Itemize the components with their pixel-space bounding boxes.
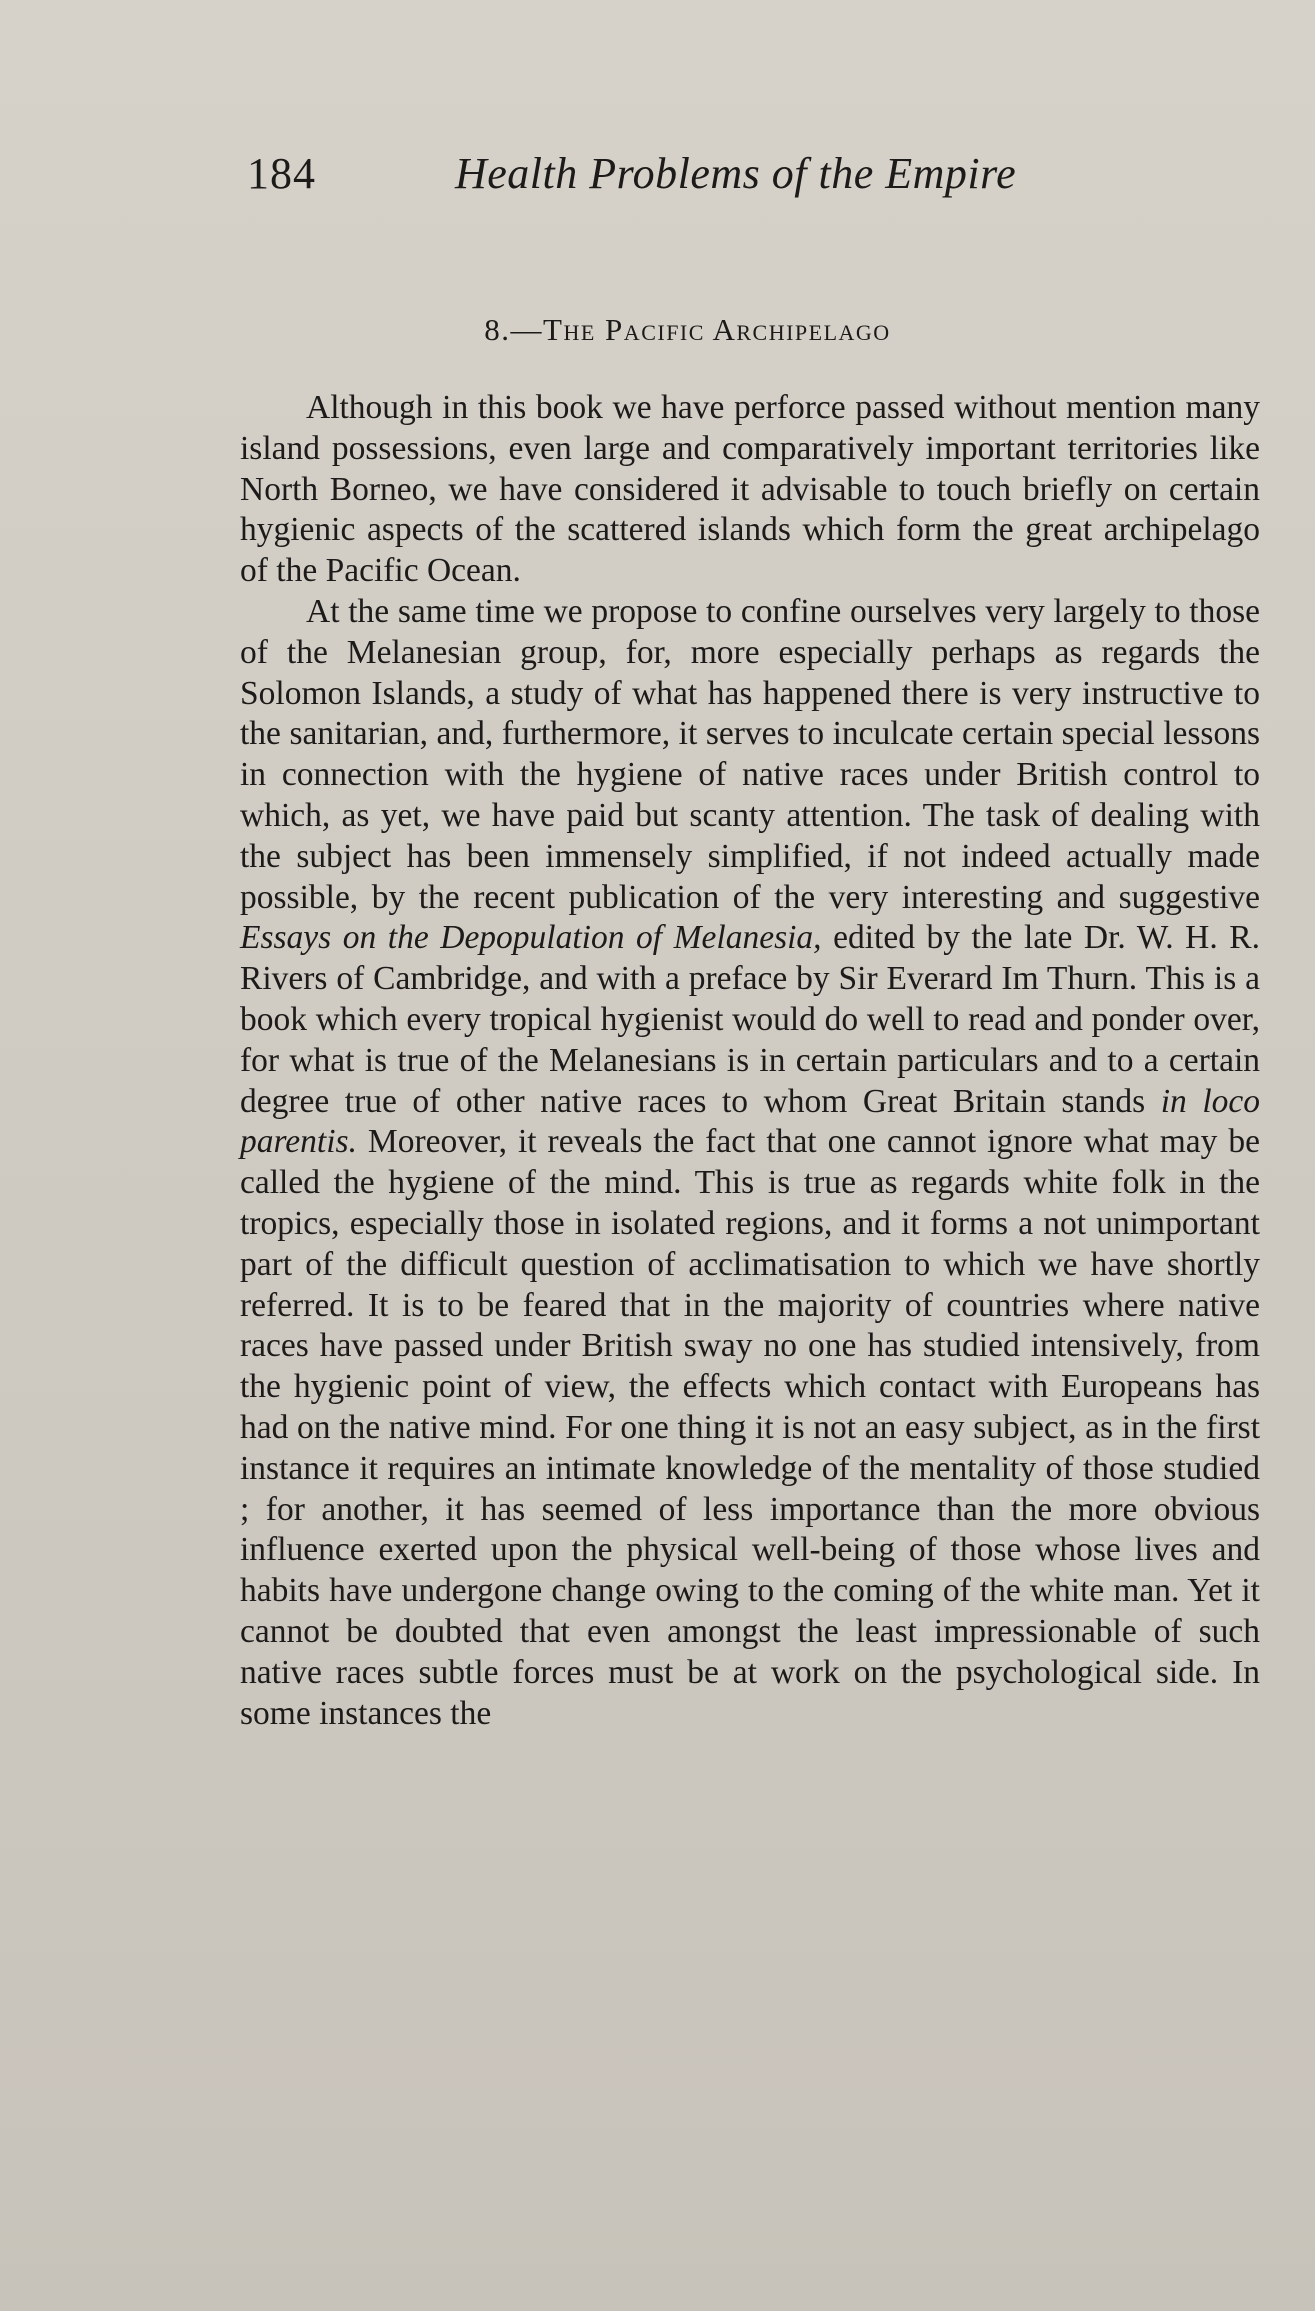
section-heading: 8.—The Pacific Archipelago <box>484 312 891 347</box>
latin-phrase-italic: in loco parentis. <box>240 1082 1260 1161</box>
paragraph-1: Although in this book we have perforce passed without mention many island possessions, even large and comparatively important territories like North Borneo, we have considered it advisable to touch briefly on certain hygienic aspects of the scattered islands which form the great archipelago of the Pacific Ocean. <box>240 389 1260 590</box>
running-head <box>0 148 1315 208</box>
book-title-italic: Essays on the Depopulation of Melanesia, <box>240 919 822 957</box>
paragraph-2-text-c: Moreover, it reveals the fact that one cannot ignore what may be called the hygiene of the mind. This is true as regards white folk in the tropics, especially those in isolated regions, and it forms a not unimportant part of the difficult question of acclimatisation to which we have shortly referred. It is to be feared that in the majority of countries where native races have passed under British sway no one has studied intensively, from the hygienic point of view, the effects which contact with Europeans has had on the native mind. For one thing it is not an easy subject, as in the first instance it requires an intimate knowledge of the mentality of those studied ; for another, it has seemed of less importance than the more obvious influence exerted upon the physical well-being of those whose lives and habits have undergone change owing to the coming of the white man. Yet it cannot be doubted that even amongst the least impressionable of such native races subtle forces must be at work on the psychological side. In some instances the <box>240 1123 1260 1732</box>
paragraph-2 <box>240 592 1260 1734</box>
paragraph-2-text-b: edited by the late Dr. W. H. R. Rivers of Cambridge, and with a preface by Sir Everard Im Thurn. This is a book which every tropical hygienist would do well to read and ponder over, for what is true of the Melanesians is in certain particulars and to a certain degree true of other native races to whom Great Britain stands <box>240 919 1260 1120</box>
body-text <box>240 388 1260 1734</box>
running-title: Health Problems of the Empire <box>455 149 1017 198</box>
page-number: 184 <box>247 149 316 198</box>
paragraph-2-text-a: At the same time we propose to confine ourselves very largely to those of the Melanesian group, for, more especially perhaps as regards the Solomon Islands, a study of what has happened there is very instructive to the sanitarian, and, furthermore, it serves to inculcate certain special lessons in connection with the hygiene of native races under British control to which, as yet, we have paid but scanty attention. The task of dealing with the subject has been immensely simplified, if not indeed actually made possible, by the recent publication of the very interesting and suggestive <box>240 592 1260 916</box>
